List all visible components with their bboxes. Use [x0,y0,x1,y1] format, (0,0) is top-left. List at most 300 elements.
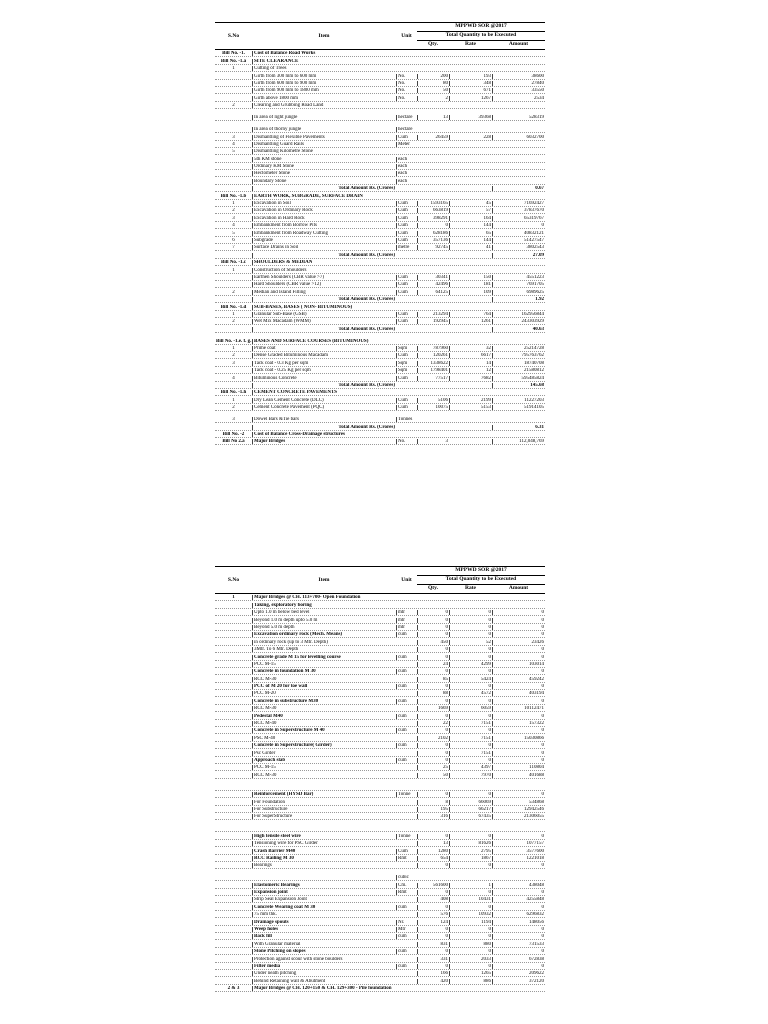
table-row [215,832,545,839]
rate-cell: 1267 [449,96,492,101]
item-cell: Expansion joint [252,890,396,895]
table-row [215,646,545,653]
item-cell: Back fill [252,934,396,939]
rate-cell: 109 [449,290,492,295]
item-cell: Dry Lean Cement Concrete (DLC) [252,398,396,403]
table-row [215,601,545,608]
qty-cell: 0 [417,934,449,939]
unit-cell: cum [396,669,417,674]
unit-cell: Rmt [396,856,417,861]
qty-cell: 50 [417,88,449,93]
rate-cell: 4572 [449,691,492,696]
amount-cell: 1221018 [492,856,545,861]
table-row [215,141,545,148]
item-cell: Excavation in Hard Rock [252,216,396,221]
unit-cell: mtr [396,625,417,630]
amount-cell: 534868 [492,800,545,805]
amount-cell: 0 [492,758,545,763]
amount-cell: 0 [492,714,545,719]
qty-cell: 450 [417,640,449,645]
unit-cell: cum [396,743,417,748]
rate-cell: 2033 [449,957,492,962]
rate-cell: 164 [449,216,492,221]
amount-cell: 12942546 [492,807,545,812]
item-cell: Concrete grade M 15 for levelling course [252,655,396,660]
sno-cell: 2 [232,208,235,214]
rate-cell: 0 [449,625,492,630]
qty-cell: 654 [417,856,449,861]
qty-cell: 561600 [417,883,449,888]
amount-cell: 0 [492,610,545,615]
unit-cell: Cm. [396,883,417,888]
table-row [215,65,545,72]
amount-cell: 672838 [492,957,545,962]
item-cell: Subgrade [252,238,396,243]
sno-cell: 2 [232,289,235,295]
amount-cell: 4255848 [492,897,545,902]
amount-cell: 0 [492,669,545,674]
item-cell: Excavation in Ordinary Rock [252,208,396,213]
item-cell: Concrete in Superstructure M 40 [252,728,396,733]
unit-cell: Sqm [396,368,417,373]
qty-cell: 200 [417,74,449,79]
item-cell: Dowel Bars &Tie bars [252,417,396,422]
qty-cell: 10075 [417,405,449,410]
qty-cell: 787960 [417,346,449,351]
qty-cell: 663819 [417,208,449,213]
unit-cell: Cum [396,353,417,358]
rate-cell: 0 [449,669,492,674]
rate-cell: 32 [449,346,492,351]
unit-cell: Nr. [396,920,417,925]
rate-cell: 0 [449,949,492,954]
table-row [215,609,545,616]
item-cell: In area of thorny jungle [252,127,396,132]
qty-cell: 316 [417,814,449,819]
amount-cell: 40.63 [492,327,545,332]
table-row [215,222,545,229]
item-cell: CEMENT CONCRETE PAVEMENTS [252,390,396,395]
table-row [215,303,545,310]
amount-cell: 27.09 [492,253,545,258]
amount-cell: 157322 [492,721,545,726]
amount-cell: 21580812 [492,368,545,373]
sno-cell: Bill No. -2 [222,431,245,437]
item-cell: SUB-BASES, BASES ( NON- BITUMINOUS) [252,305,396,310]
qty-cell: 0 [417,834,449,839]
qty-cell: 0 [417,863,449,868]
rate-cell: 144 [449,238,492,243]
amount-header: Amount [492,40,545,49]
unit-header: Unit [401,33,412,39]
rate-cell: 0 [449,655,492,660]
unit-cell: No. [396,74,417,79]
amount-cell: 403194 [492,691,545,696]
item-cell: Clearing and Grubbing Road Land [252,103,396,108]
item-cell: RCC M-30 [252,706,396,711]
amount-cell: 372120 [492,979,545,984]
amount-cell: 0 [492,625,545,630]
item-cell: Protection against scour with stone boulders [252,957,396,962]
item-cell: Total Amount Rs. (Crores) [252,425,396,430]
amount-cell: 243303929 [492,319,545,324]
unit-cell: Cum [396,275,417,280]
table-row [215,847,545,854]
table-row [215,896,545,903]
item-cell: Total Amount Rs. (Crores) [252,253,396,258]
amount-cell: 459242 [492,677,545,682]
amount-cell: 401688 [492,773,545,778]
table-row [215,121,545,133]
sno-cell: Bill No. -1.a [220,58,247,64]
rate-cell: 66217 [449,807,492,812]
rate-cell: 0 [449,743,492,748]
item-cell: Girth from 900 mm to 1800 mm [252,88,396,93]
table-row [215,813,545,820]
rate-cell: 0 [449,632,492,637]
table-row [215,948,545,955]
item-cell: 3Mtr. To 6 Mtr. Depth [252,647,396,652]
rate-cell: 67435 [449,814,492,819]
amount-cell: 110804 [492,765,545,770]
table-body [215,50,545,445]
rate-cell: 0 [449,863,492,868]
qty-cell: 1338622 [417,361,449,366]
total-row [215,251,545,258]
unit-cell: cum [396,728,417,733]
table-row [215,903,545,910]
table-row [215,404,545,411]
table-row [215,431,545,438]
qty-cell: 192945 [417,319,449,324]
item-cell: Reinforcement (HYSD Bar) [252,792,396,797]
table-row [215,311,545,318]
table-row [215,214,545,221]
amount-cell: 438048 [492,883,545,888]
table-row [215,862,545,869]
qty-cell: 0 [417,610,449,615]
item-cell: 5th KM stone [252,157,396,162]
qty-cell: 0 [417,669,449,674]
amount-cell: 0 [492,905,545,910]
rate-cell: 7151 [449,751,492,756]
unit-cell: hectare [396,127,417,132]
table-row [215,624,545,631]
rate-cell: 348 [449,81,492,86]
table-row [215,727,545,734]
unit-cell: Cum [396,216,417,221]
rate-cell: 228 [449,135,492,140]
amount-cell: 27840 [492,81,545,86]
unit-cell: cum [396,949,417,954]
sno-cell: Bill No. -1.c [221,260,246,266]
table-header [215,22,545,50]
sno-header: S.No [227,33,240,39]
sno-cell: 1 [232,397,235,403]
rate-cell: 150 [449,275,492,280]
table-row [215,840,545,847]
sno-cell: 1 [232,595,235,601]
item-cell: Earthen Shoulders (CBR value >7) [252,275,396,280]
item-cell: BASES AND SURFACE COURSES (BITUMINOUS) [252,339,396,344]
table-row [215,757,545,764]
item-cell: in ordinary rock (up to 3 Mtr. Depth) [252,640,396,645]
item-cell: Ordinary KM Stone [252,164,396,169]
rate-cell: 0 [449,834,492,839]
rate-cell: 39368 [449,115,492,120]
amount-cell: 6.31 [492,425,545,430]
rate-cell: 0 [449,890,492,895]
qty-cell: 357136 [417,238,449,243]
unit-cell: Cum [396,282,417,287]
amount-cell: 795763762 [492,353,545,358]
item-cell: Under neath pitching [252,971,396,976]
sno-cell: 5 [232,230,235,236]
table-row [215,940,545,947]
amount-cell: 15030866 [492,736,545,741]
table-row [215,779,545,791]
sno-cell: Bill No 2.a [222,439,245,445]
rate-cell: 6059 [449,706,492,711]
rate-cell: 12 [449,368,492,373]
total-row [215,185,545,192]
rate-cell: 0 [449,714,492,719]
table-row [215,653,545,660]
sno-cell: 1 [232,267,235,273]
item-cell: Elastomeric Bearings [252,883,396,888]
qty-cell: 92745 [417,245,449,250]
amount-cell: 51914105 [492,405,545,410]
qty-cell: 2 [417,96,449,101]
item-cell: Hard Shoulders (CBR value >12) [252,282,396,287]
rate-cell: 7682 [449,376,492,381]
rate-cell: 7151 [449,736,492,741]
sno-cell: Bill No. -1.e. f. g. [216,338,252,344]
unit-cell: Mtr [396,927,417,932]
sno-cell: Bill No. -1.h [220,390,247,396]
rate-cell: 7970 [449,773,492,778]
amount-cell: 0 [492,949,545,954]
item-cell: SITE CLEARANCE [252,59,396,64]
table-row [215,668,545,675]
amount-cell: 2534 [492,96,545,101]
unit-cell: Tonnes [396,417,417,422]
item-cell: Surface Drains in Soil [252,245,396,250]
amount-cell: 595485824 [492,376,545,381]
table-row [215,163,545,170]
unit-cell: Cum [396,290,417,295]
amount-cell: 148056 [492,920,545,925]
qty-cell: 0 [417,949,449,954]
sno-header: S.No [227,577,240,583]
qty-cell: 30341 [417,275,449,280]
item-cell: Median and Island Filling [252,290,396,295]
unit-cell: cum [396,655,417,660]
table-row [215,200,545,207]
item-cell: Total Amount Rs. (Crores) [252,327,396,332]
qty-cell: 3 [417,439,449,444]
table-row [215,192,545,199]
rate-cell: 764 [449,312,492,317]
table-row [215,94,545,101]
qty-cell: 85 [417,677,449,682]
item-cell: Embankment from Borrow Pits [252,223,396,228]
item-cell: Construction of Shoulders [252,268,396,273]
rate-cell: 181 [449,282,492,287]
unit-cell: No. [396,96,417,101]
amount-cell: 1077157 [492,841,545,846]
item-cell: For Substructure [252,807,396,812]
table-row [215,631,545,638]
unit-cell: cum [396,684,417,689]
item-cell: High tensile steel wire [252,834,396,839]
table-row [215,771,545,778]
item-cell: Major Bridges [252,439,396,444]
unit-cell: Tonne [396,834,417,839]
item-cell: RCC M-30 [252,677,396,682]
item-cell: Bituminous Concrete [252,376,396,381]
rate-cell: 193 [449,74,492,79]
table-row [215,57,545,64]
item-cell: For Foundation [252,800,396,805]
table-row [215,87,545,94]
item-cell: Boundary Stone [252,179,396,184]
amount-cell: 21306055 [492,814,545,819]
qty-cell: 213294 [417,312,449,317]
amount-cell: 0 [492,632,545,637]
table-row [215,318,545,325]
rate-cell: 0 [449,610,492,615]
item-cell: Excavation ordinary rock (Mech. Means) [252,632,396,637]
table-row [215,229,545,236]
amount-cell: 0 [492,890,545,895]
qty-cell: 0 [417,684,449,689]
qty-cell: 0 [417,728,449,733]
rate-cell: 1265 [449,971,492,976]
table-row [215,396,545,403]
rate-header: Rate [449,40,492,49]
table-row [215,259,545,266]
rate-cell: 10932 [449,912,492,917]
item-cell: EARTH WORK, SUBGRADE, SURFACE DRAIN [252,194,396,199]
item-cell: Cement Concrete Pavement (PQC) [252,405,396,410]
table-row [215,438,545,445]
unit-cell: Cum [396,319,417,324]
table-row [215,72,545,79]
amount-cell: 209622 [492,971,545,976]
qty-cell: 0 [417,792,449,797]
table-row [215,281,545,288]
total-row [215,296,545,303]
sno-cell: 4 [232,223,235,229]
rate-cell: 65 [449,231,492,236]
table-row [215,411,545,423]
item-cell: Concrete in foundation M 30 [252,669,396,674]
qty-cell: 80 [417,81,449,86]
qty-cell: 0 [417,632,449,637]
sno-cell: 2 & 3 [227,986,240,992]
table-row [215,911,545,918]
amount-cell: 23426 [492,640,545,645]
qty-cell: 13 [417,115,449,120]
unit-cell: Tonne [396,792,417,797]
sno-cell: 3 [232,417,235,423]
table-row [215,933,545,940]
qty-cell: 0 [417,890,449,895]
item-cell: Girth from 300 mm to 600 mm [252,74,396,79]
sno-cell: 2 [232,319,235,325]
item-header: Item [318,33,330,39]
table-row [215,374,545,381]
unit-cell: No. [396,439,417,444]
sno-cell: Bill No. -1.d [220,304,247,310]
item-cell: Embankment from Roadway Cutting [252,231,396,236]
rate-cell: 0 [449,927,492,932]
unit-cell: Cum [396,405,417,410]
unit-cell: Cum [396,201,417,206]
sno-cell: 1 [232,66,235,72]
amount-cell: 4551223 [492,275,545,280]
table-row [215,749,545,756]
rate-cell: 880 [449,942,492,947]
qty-cell: 13 [417,841,449,846]
unit-cell: cum [396,905,417,910]
item-cell: Dismantling of Flexible Pavements [252,135,396,140]
unit-cell: hectare [396,115,417,120]
table-row [215,389,545,396]
amount-cell: 0 [492,728,545,733]
unit-cell: cum [396,758,417,763]
item-cell: Behind Retaining wall & Abutment [252,979,396,984]
rate-cell: 57 [449,208,492,213]
sno-cell: 6 [232,237,235,243]
rate-cell: 5424 [449,677,492,682]
item-cell: Beyond 5.0 m depth [252,625,396,630]
table-row [215,638,545,645]
sno-cell: 3 [232,215,235,221]
item-cell: PCC M-15 [252,765,396,770]
table-row [215,697,545,704]
rate-cell: 0 [449,905,492,910]
amount-cell: 51427547 [492,238,545,243]
qty-cell: 831 [417,942,449,947]
rate-cell: 0 [449,792,492,797]
qty-cell: 576 [417,912,449,917]
item-cell: Taking, exploratory boring [252,603,396,608]
qty-cell: 22 [417,721,449,726]
qty-cell: 408 [417,897,449,902]
item-cell: Tack coat - 0.3 Kg per sqm [252,361,396,366]
table-row [215,869,545,881]
unit-cell: mtr [396,610,417,615]
total-qty-header: Total Quantity to be Executed [417,31,545,40]
item-cell: RCC M-40 [252,721,396,726]
amount-cell: 162956844 [492,312,545,317]
qty-cell: 0 [417,758,449,763]
item-cell: Girth from 600 mm to 900 mm [252,81,396,86]
table-row [215,80,545,87]
total-qty-header: Total Quantity to be Executed [417,575,545,584]
amount-cell: 0 [492,699,545,704]
table-row [215,177,545,184]
item-cell: PCC of M 20 for toe wall [252,684,396,689]
item-cell: Weep holes [252,927,396,932]
item-cell: Tensioning wire for PSC Girder [252,841,396,846]
qty-cell: 50 [417,773,449,778]
table-row [215,742,545,749]
sno-cell: 2 [232,103,235,109]
item-cell: Girth above 1800 mm [252,96,396,101]
